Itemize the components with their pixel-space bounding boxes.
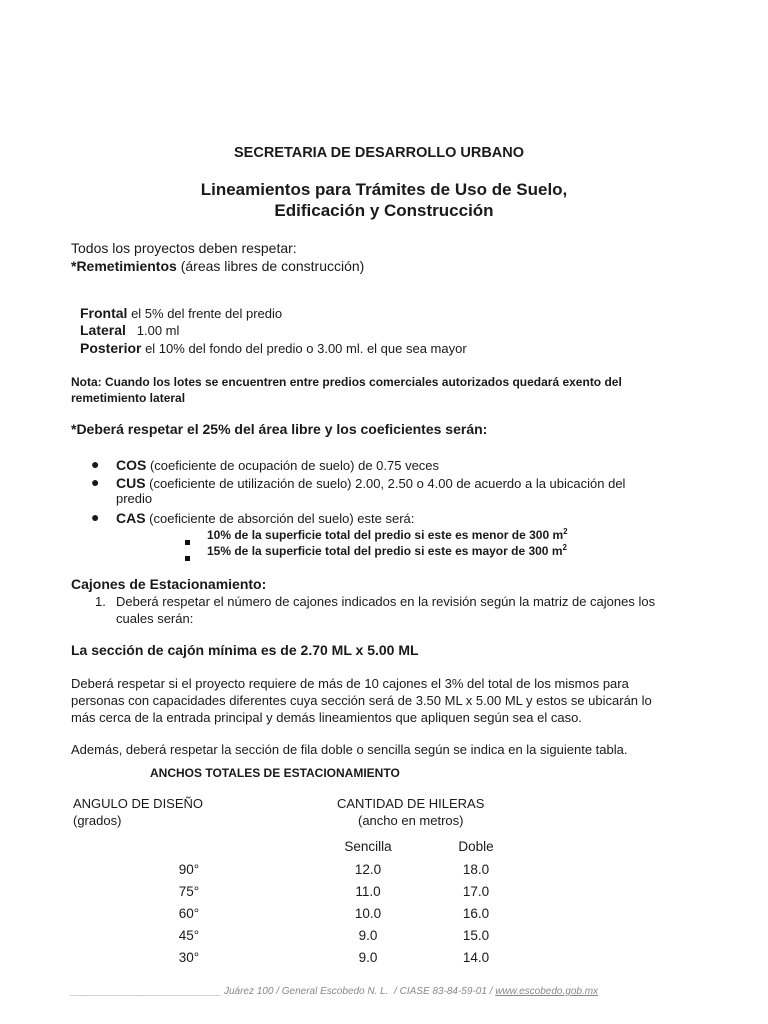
table-intro: Además, deberá respetar la sección de fila doble o sencilla según se indica en la siguiente tabla. (71, 742, 628, 757)
setback-posterior (80, 340, 467, 356)
single-cell: 12.0 (354, 862, 382, 877)
angle-cell: 75° (178, 884, 200, 899)
accessibility-para-line2: personas con capacidades diferentes cuya sección será de 3.50 ML x 5.00 ML y estos se ubicarán lo (71, 693, 652, 708)
accessibility-para-line3: más cerca de la entrada principal y demás lineamientos que apliquen según sea el caso. (71, 710, 582, 725)
coef-label: COS (116, 457, 147, 473)
double-cell: 18.0 (462, 862, 490, 877)
min-section: La sección de cajón mínima es de 2.70 ML x 5.00 ML (71, 642, 419, 658)
rows-unit: (ancho en metros) (358, 813, 464, 828)
setbacks-label: *Remetimientos (71, 258, 177, 274)
coef-desc: (coeficiente de utilización de suelo) 2.00, 2.50 o 4.00 de acuerdo a la ubicación del (145, 476, 626, 491)
parking-title: Cajones de Estacionamiento: (71, 576, 267, 592)
single-cell: 10.0 (354, 906, 382, 921)
coef-cas (116, 510, 414, 526)
angle-header: ANGULO DE DISEÑO (73, 796, 204, 811)
bullet-icon: ● (91, 509, 100, 525)
setback-frontal (80, 305, 282, 321)
single-cell: 9.0 (358, 950, 378, 965)
footer-address: Juárez 100 / General Escobedo N. L. / CIASE 83-84-59-01 / (221, 986, 496, 997)
single-cell: 11.0 (355, 884, 381, 899)
setback-label: Frontal (80, 305, 128, 321)
footer-website-link[interactable]: www.escobedo.gob.mx (495, 986, 599, 997)
setback-label: Lateral (80, 322, 126, 338)
coef-desc: (coeficiente de absorción del suelo) este será: (145, 511, 415, 526)
square-bullet-icon (185, 548, 190, 566)
single-cell: 9.0 (358, 928, 378, 943)
angle-cell: 90° (178, 862, 200, 877)
note-line2: remetimiento lateral (71, 391, 186, 405)
coef-label: CAS (116, 510, 146, 526)
angle-unit: (grados) (73, 813, 122, 828)
superscript: 2 (562, 543, 567, 552)
cas-sub-text: 10% de la superficie total del predio si este es menor de 300 m (207, 528, 564, 542)
setback-value: el 5% del frente del predio (127, 306, 283, 321)
intro-text: Todos los proyectos deben respetar: (71, 240, 297, 256)
setback-value: 1.00 ml (125, 323, 180, 338)
double-cell: 15.0 (462, 928, 490, 943)
coef-label: CUS (116, 475, 146, 491)
document-title-line2: Edificación y Construcción (274, 201, 494, 220)
double-cell: 16.0 (462, 906, 490, 921)
note-line1: Nota: Cuando los lotes se encuentren entre predios comerciales autorizados quedará exento del (71, 375, 622, 389)
agency-header: SECRETARIA DE DESARROLLO URBANO (234, 145, 525, 161)
setback-value: el 10% del fondo del predio o 3.00 ml. el que sea mayor (141, 341, 467, 356)
setbacks-heading (71, 258, 364, 274)
coef-cus (116, 475, 625, 491)
bullet-icon: ● (91, 474, 100, 490)
superscript: 2 (563, 527, 568, 536)
angle-cell: 45° (178, 928, 200, 943)
cas-sub-text: 15% de la superficie total del predio si este es mayor de 300 m (207, 544, 563, 558)
rows-header: CANTIDAD DE HILERAS (337, 796, 485, 811)
parking-item-line2: cuales serán: (116, 611, 194, 626)
document-title-line1: Lineamientos para Trámites de Uso de Suelo, (200, 180, 568, 199)
footer-rule: ___________________________ (71, 986, 222, 997)
accessibility-para-line1: Deberá respetar si el proyecto requiere de más de 10 cajones el 3% del total de los mismos para (71, 676, 629, 691)
bullet-icon: ● (91, 456, 100, 472)
col-double-header: Doble (458, 839, 494, 854)
double-cell: 17.0 (462, 884, 490, 899)
setback-lateral (80, 322, 179, 338)
coef-desc: (coeficiente de ocupación de suelo) de 0.75 veces (146, 458, 440, 473)
col-single-header: Sencilla (344, 839, 392, 854)
parking-item-line1: Deberá respetar el número de cajones indicados en la revisión según la matriz de cajones los (116, 594, 656, 609)
coef-cus-cont: predio (116, 491, 153, 506)
angle-cell: 30° (178, 950, 200, 965)
double-cell: 14.0 (462, 950, 490, 965)
parking-item-number: 1. (95, 594, 106, 609)
cas-sub-10 (207, 527, 568, 542)
footer (71, 986, 598, 997)
cas-sub-15 (207, 543, 567, 558)
open-area-requirement: *Deberá respetar el 25% del área libre y los coeficientes serán: (71, 421, 488, 437)
table-title: ANCHOS TOTALES DE ESTACIONAMIENTO (150, 766, 400, 780)
coef-cos (116, 457, 439, 473)
setback-label: Posterior (80, 340, 142, 356)
setbacks-desc: (áreas libres de construcción) (176, 258, 365, 274)
angle-cell: 60° (178, 906, 200, 921)
